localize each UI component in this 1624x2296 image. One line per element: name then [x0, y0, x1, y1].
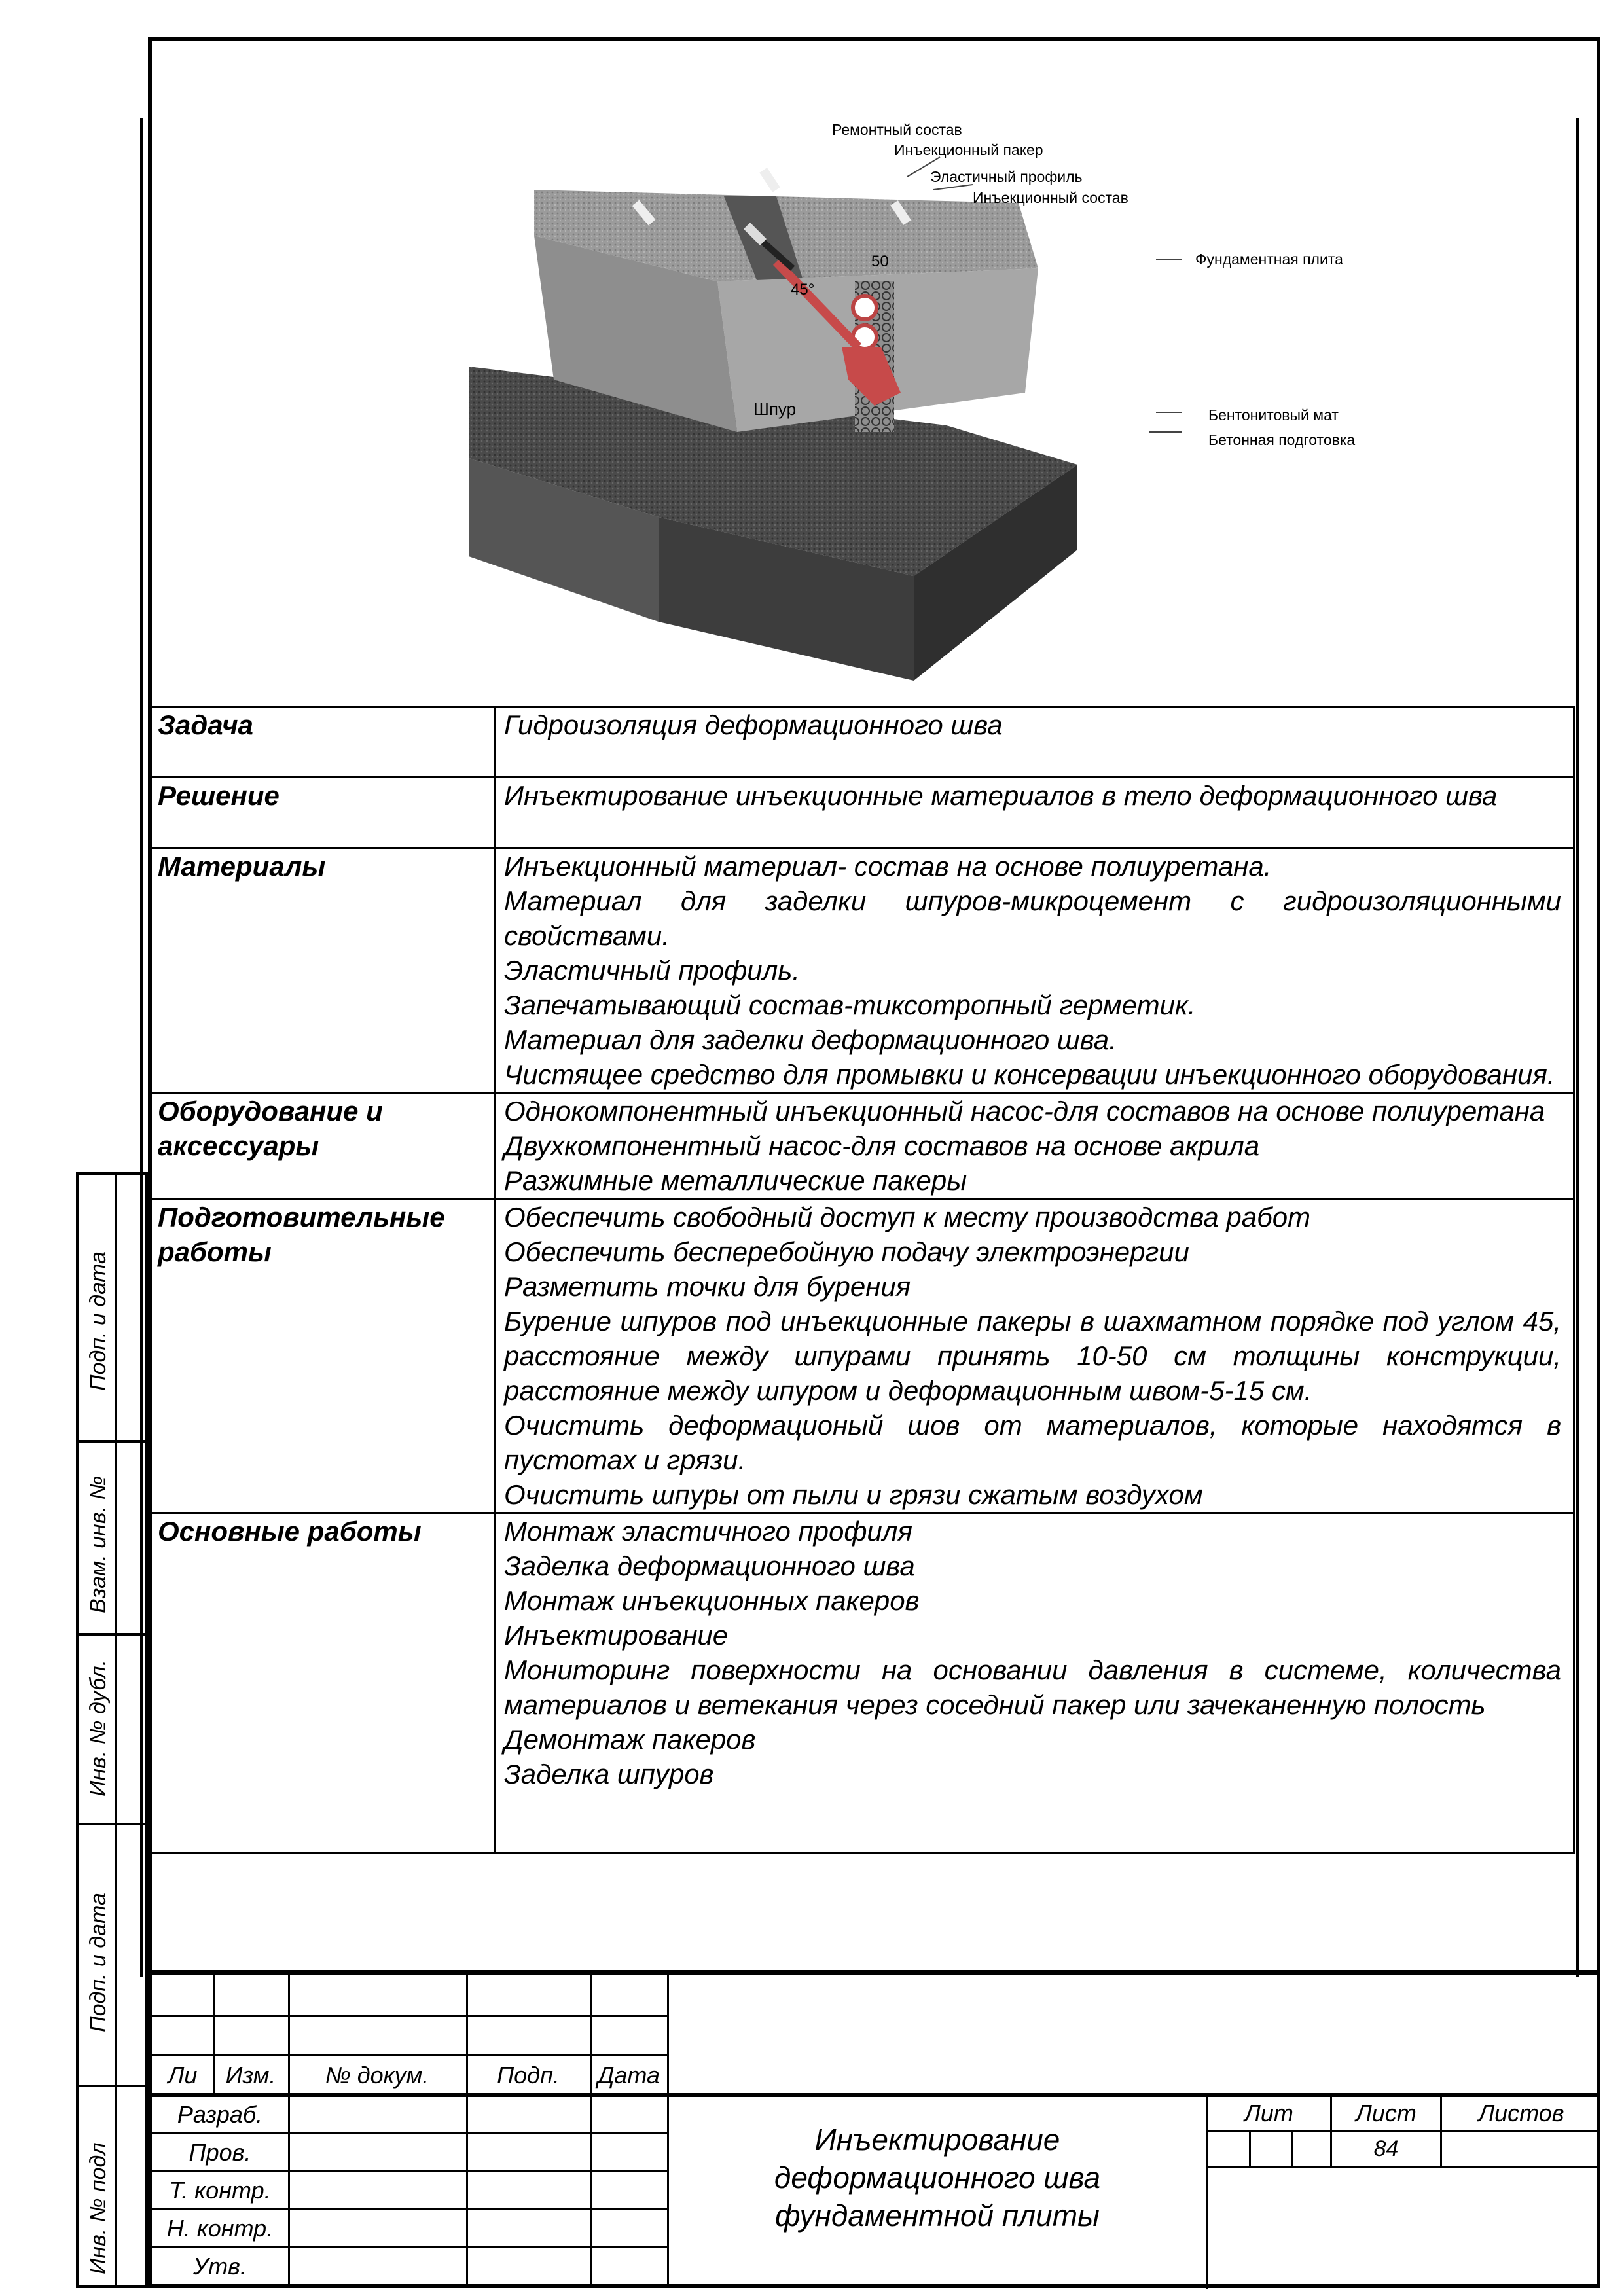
row-line: Обеспечить свободный доступ к месту производства работ	[504, 1202, 1311, 1232]
role-approved: Утв.	[193, 2253, 247, 2280]
document-title	[662, 2121, 1212, 2234]
label-bentonite: Бентонитовый мат	[1208, 406, 1339, 423]
row-line: Мониторинг поверхности на основании давления в системе, количества материалов и ветекания через соседний пакер или зачеканенную полость	[504, 1655, 1561, 1720]
row-value	[496, 848, 1574, 1093]
row-line: Демонтаж пакеров	[504, 1724, 756, 1755]
title-line: фундаментной плиты	[775, 2198, 1100, 2233]
row-key: Подготовительные работы	[149, 1199, 496, 1513]
sheet-label: Лист	[1356, 2100, 1416, 2126]
row-line: Монтаж эластичного профиля	[504, 1516, 912, 1547]
row-value	[496, 1513, 1574, 1854]
row-line: Инъектирование инъекционные материалов в тело деформационного шва	[504, 780, 1498, 811]
row-line: Материал для заделки шпуров-микроцемент с гидроизоляционными свойствами.	[504, 886, 1561, 951]
title-line: деформационного шва	[774, 2161, 1101, 2195]
side-stamp	[76, 1172, 148, 2288]
row-equipment	[149, 1093, 1574, 1199]
row-line: Чистящее средство для промывки и консервации инъекционного оборудования.	[504, 1059, 1555, 1090]
row-line: Очистить деформационый шов от материалов, которые находятся в пустотах и грязи.	[504, 1410, 1561, 1475]
col-li: Ли	[168, 2062, 198, 2089]
row-line: Обеспечить бесперебойную подачу электроэнергии	[504, 1236, 1189, 1267]
row-line: Гидроизоляция деформационного шва	[504, 709, 1003, 740]
row-line: Разметить точки для бурения	[504, 1271, 911, 1302]
row-line: Эластичный профиль.	[504, 955, 801, 986]
right-margin-line	[1576, 118, 1579, 1977]
row-line: Двухкомпонентный насос-для составов на основе акрила	[504, 1130, 1260, 1161]
row-solution	[149, 778, 1574, 848]
label-packer: Инъекционный пакер	[894, 141, 1043, 158]
sidebar-sign-date-2: Подп. и дата	[86, 1893, 111, 2032]
row-preparation	[149, 1199, 1574, 1513]
row-key: Задача	[149, 707, 496, 778]
elastic-profile-1	[853, 296, 876, 319]
label-repair: Ремонтный состав	[832, 121, 962, 138]
row-value	[496, 1093, 1574, 1199]
sheets-label: Листов	[1478, 2100, 1564, 2126]
sidebar-sign-date-1: Подп. и дата	[86, 1251, 111, 1391]
title-line: Инъектирование	[814, 2123, 1060, 2157]
packer-3	[763, 170, 776, 190]
row-task	[149, 707, 1574, 778]
row-line: Разжимные металлические пакеры	[504, 1165, 967, 1196]
label-angle: 45°	[791, 281, 815, 298]
row-value	[496, 1199, 1574, 1513]
label-slab: Фундаментная плита	[1195, 251, 1343, 268]
label-dist: 50	[871, 253, 889, 270]
row-materials	[149, 848, 1574, 1093]
sidebar-dup-inv: Инв. № дубл.	[86, 1659, 111, 1797]
row-line: Очистить шпуры от пыли и грязи сжатым воздухом	[504, 1479, 1203, 1510]
sheet-number: 84	[1373, 2136, 1399, 2161]
label-inj: Инъекционный состав	[973, 189, 1128, 206]
row-main-works	[149, 1513, 1574, 1854]
col-sign: Подп.	[497, 2062, 560, 2089]
label-profile: Эластичный профиль	[930, 168, 1083, 185]
row-line: Однокомпонентный инъекционный насос-для составов на основе полиуретана	[504, 1096, 1545, 1126]
row-line: Заделка шпуров	[504, 1759, 714, 1789]
lit-label: Лит	[1244, 2100, 1293, 2126]
role-tech-control: Т. контр.	[169, 2177, 271, 2204]
row-line: Инъектирование	[504, 1620, 729, 1651]
row-key: Основные работы	[149, 1513, 496, 1854]
row-key: Оборудование и аксессуары	[149, 1093, 496, 1199]
row-line: Монтаж инъекционных пакеров	[504, 1585, 920, 1616]
role-developer: Разраб.	[177, 2101, 263, 2128]
role-norm-control: Н. контр.	[166, 2215, 274, 2242]
col-izm: Изм.	[225, 2062, 276, 2089]
row-line: Материал для заделки деформационного шва.	[504, 1024, 1117, 1055]
row-key: Материалы	[149, 848, 496, 1093]
spec-table	[148, 706, 1575, 1854]
sidebar-replace-inv: Взам. инв. №	[86, 1475, 111, 1613]
label-hole: Шпур	[753, 399, 797, 419]
row-value	[496, 707, 1574, 778]
col-doc: № докум.	[325, 2062, 429, 2089]
label-concrete: Бетонная подготовка	[1208, 431, 1356, 448]
role-checked: Пров.	[189, 2139, 251, 2166]
joint-diagram	[148, 39, 1575, 706]
row-line: Заделка деформационного шва	[504, 1551, 915, 1581]
row-key: Решение	[149, 778, 496, 848]
row-line: Инъекционный материал- состав на основе полиуретана.	[504, 851, 1272, 882]
joint-illustration	[148, 39, 1575, 706]
row-line: Запечатывающий состав-тиксотропный герметик.	[504, 990, 1196, 1020]
col-date: Дата	[598, 2062, 660, 2089]
sidebar-orig-inv: Инв. № подл	[86, 2142, 111, 2274]
row-value	[496, 778, 1574, 848]
row-line: Бурение шпуров под инъекционные пакеры в шахматном порядке под углом 45, расстояние между шпурами принять 10-50 см толщины конструкции, расстояние между шпуром и деформационным швом-5-15 см.	[504, 1306, 1561, 1406]
